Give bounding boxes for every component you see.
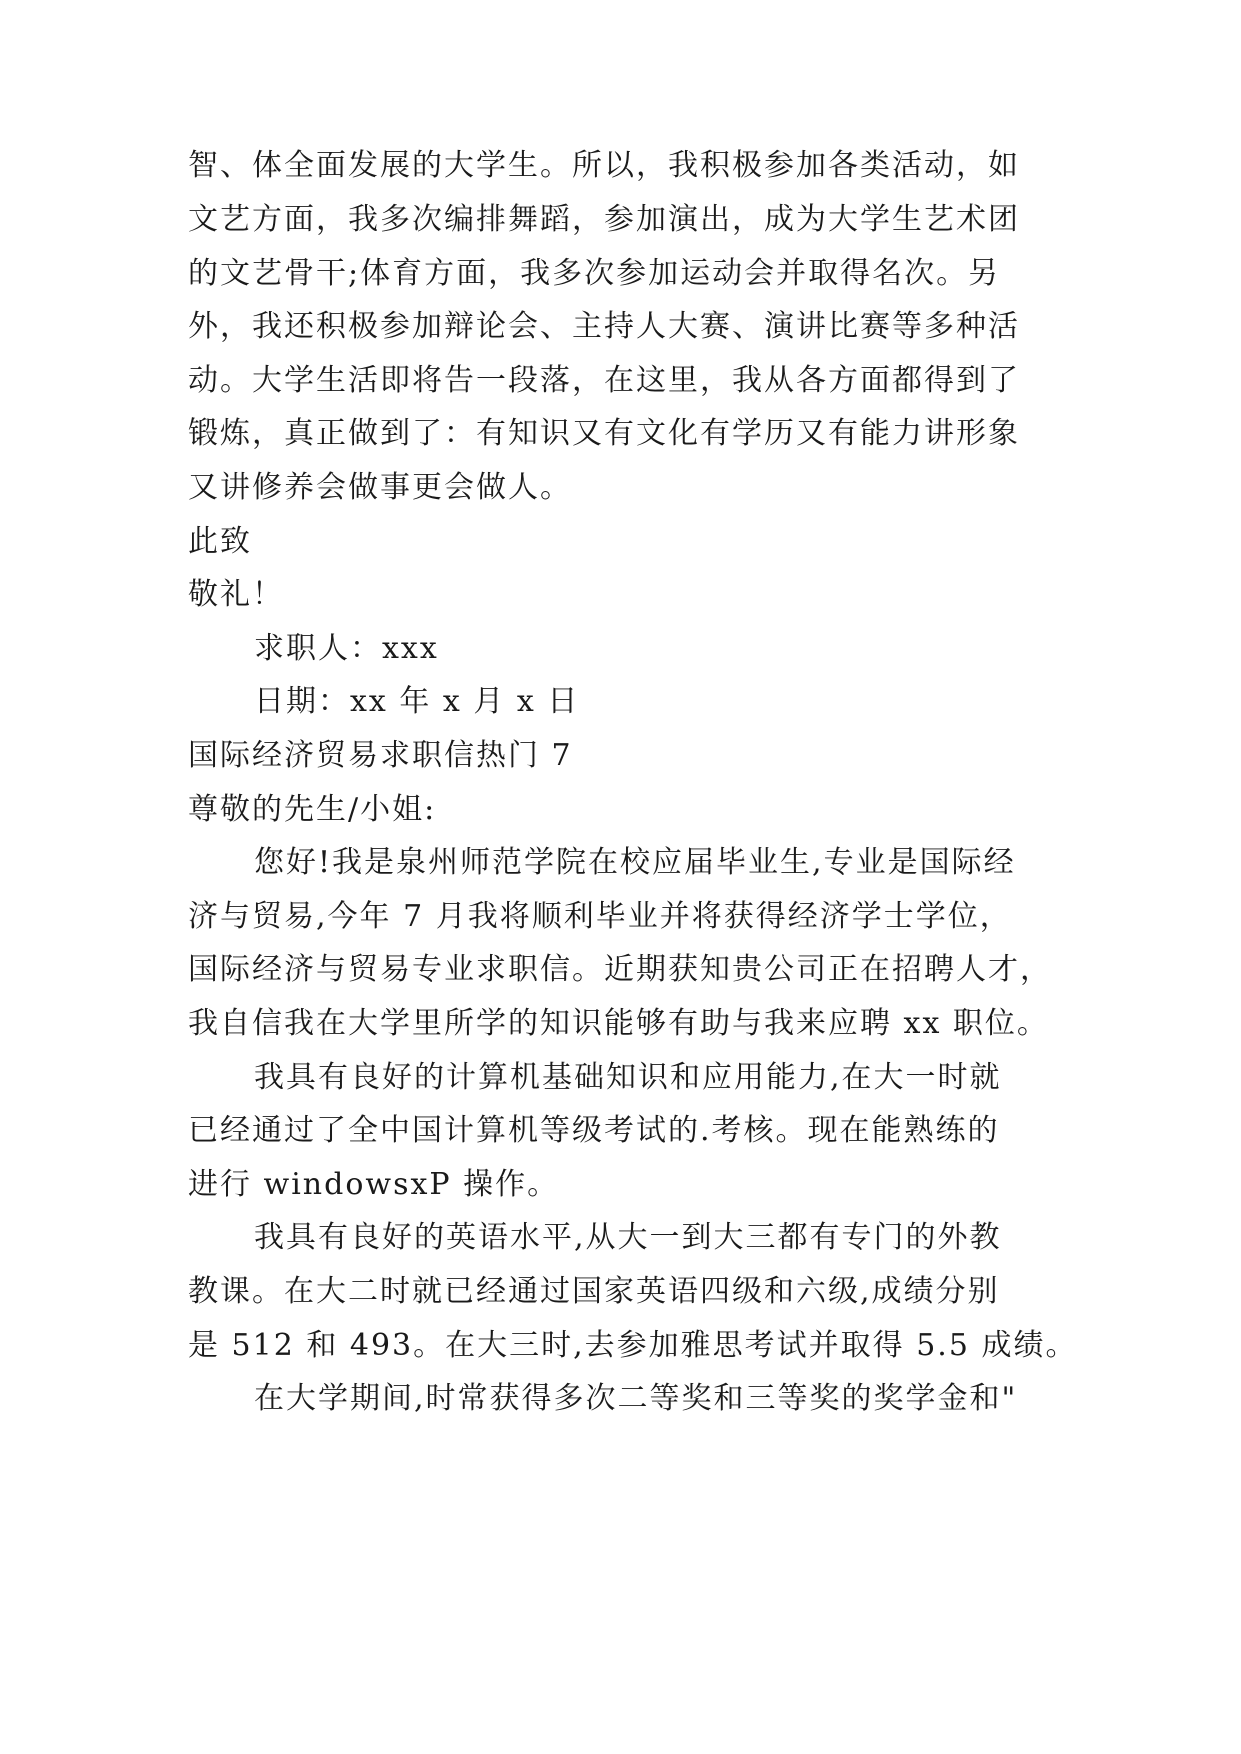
- paragraph-line: 我自信我在大学里所学的知识能够有助与我来应聘 xx 职位。: [188, 1006, 1049, 1041]
- paragraph-line: 文艺方面，我多次编排舞蹈，参加演出，成为大学生艺术团: [188, 202, 1020, 237]
- paragraph-line: 教课。在大二时就已经通过国家英语四级和六级,成绩分别: [188, 1274, 1000, 1309]
- paragraph-line: 我具有良好的计算机基础知识和应用能力,在大一时就: [254, 1060, 1002, 1095]
- signature-date: 日期：xx 年 x 月 x 日: [254, 684, 580, 719]
- paragraph-line: 已经通过了全中国计算机等级考试的.考核。现在能熟练的: [188, 1113, 1000, 1148]
- paragraph-line: 进行 windowsxP 操作。: [188, 1167, 560, 1202]
- paragraph-line: 您好!我是泉州师范学院在校应届毕业生,专业是国际经: [254, 845, 1016, 880]
- paragraph-line: 国际经济与贸易专业求职信。近期获知贵公司正在招聘人才，: [188, 952, 1052, 987]
- paragraph-line: 的文艺骨干;体育方面，我多次参加运动会并取得名次。另: [188, 256, 1001, 291]
- section-title: 国际经济贸易求职信热门 7: [188, 738, 573, 773]
- closing-line: 敬礼！: [188, 577, 284, 612]
- paragraph-line: 动。大学生活即将告一段落，在这里，我从各方面都得到了: [188, 363, 1020, 398]
- salutation: 尊敬的先生/小姐:: [188, 792, 437, 827]
- paragraph-line: 是 512 和 493。在大三时,去参加雅思考试并取得 5.5 成绩。: [188, 1328, 1078, 1363]
- paragraph-line: 在大学期间,时常获得多次二等奖和三等奖的奖学金和": [254, 1381, 1018, 1416]
- signature-name: 求职人：xxx: [254, 631, 439, 666]
- paragraph-line: 外，我还积极参加辩论会、主持人大赛、演讲比赛等多种活: [188, 309, 1020, 344]
- paragraph-line: 锻炼，真正做到了：有知识又有文化有学历又有能力讲形象: [188, 416, 1020, 451]
- closing-line: 此致: [188, 524, 252, 559]
- paragraph-line: 济与贸易,今年 7 月我将顺利毕业并将获得经济学士学位，: [188, 899, 1012, 934]
- paragraph-line: 又讲修养会做事更会做人。: [188, 470, 572, 505]
- paragraph-line: 智、体全面发展的大学生。所以，我积极参加各类活动，如: [188, 148, 1020, 183]
- paragraph-line: 我具有良好的英语水平,从大一到大三都有专门的外教: [254, 1220, 1002, 1255]
